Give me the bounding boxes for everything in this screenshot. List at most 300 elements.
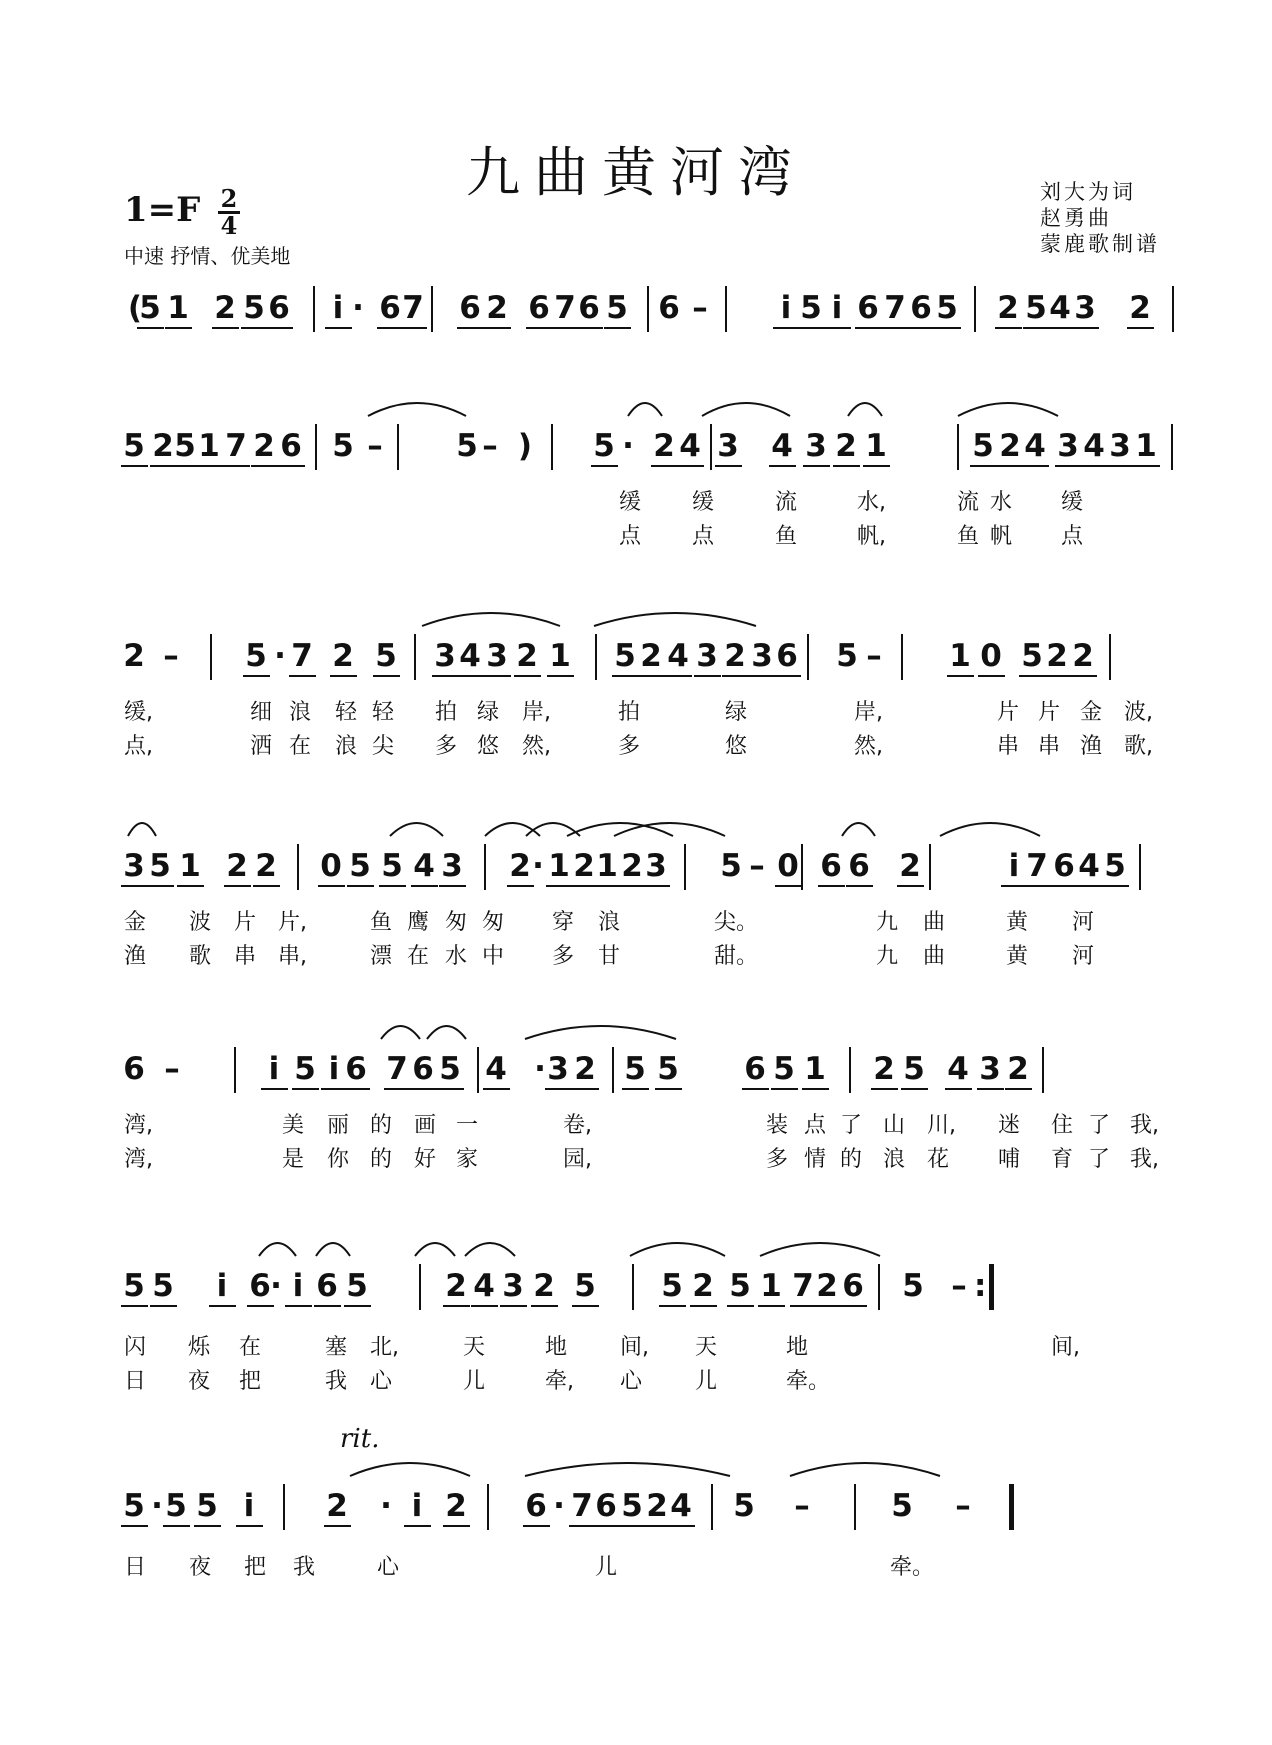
score-note: 5 xyxy=(936,290,958,326)
score-note: 5 xyxy=(800,290,822,326)
score-note: 2 xyxy=(516,638,538,674)
score-note: 5 xyxy=(243,290,265,326)
score-note: 3 xyxy=(717,428,739,464)
slur-arc xyxy=(848,403,882,416)
lyric-syllable: 歌 xyxy=(189,944,212,969)
lyric-syllable: 曲 xyxy=(923,944,946,969)
slur-arc xyxy=(259,1243,296,1256)
score-note: 5 xyxy=(349,848,371,884)
score-note: 5 xyxy=(165,1488,187,1524)
lyric-syllable: 缓 xyxy=(619,490,642,515)
lyric-syllable: 浪 xyxy=(335,734,358,759)
lyric-syllable: 串, xyxy=(278,944,307,969)
score-note: 5 xyxy=(729,1268,751,1304)
score-note: 3 xyxy=(645,848,667,884)
score-note: 0 xyxy=(980,638,1002,674)
score-note: 5 xyxy=(439,1051,461,1087)
score-note: – xyxy=(794,1488,810,1524)
score-note: 6 xyxy=(857,290,879,326)
lyric-syllable: 在 xyxy=(289,734,312,759)
score-note: 6 xyxy=(268,290,290,326)
lyric-syllable: 我, xyxy=(1130,1113,1159,1138)
slur-arc xyxy=(842,823,875,836)
lyric-syllable: 是 xyxy=(282,1147,305,1172)
score-note: 5 xyxy=(661,1268,683,1304)
score-note: 6 xyxy=(528,290,550,326)
score-note: 6 xyxy=(459,290,481,326)
score-note: 2 xyxy=(332,638,354,674)
lyric-syllable: 家 xyxy=(456,1147,479,1172)
lyric-syllable: 多 xyxy=(552,944,575,969)
score-note: 5 xyxy=(123,1268,145,1304)
lyric-syllable: 流 xyxy=(775,490,798,515)
score-note: · xyxy=(553,1488,565,1524)
score-note: 5 xyxy=(174,428,196,464)
score-note: – xyxy=(692,290,708,326)
lyric-syllable: 悠 xyxy=(725,734,748,759)
lyric-syllable: 儿 xyxy=(595,1555,618,1580)
score-note: – xyxy=(482,428,498,464)
score-note: 5 xyxy=(836,638,858,674)
score-note: 5 xyxy=(903,1051,925,1087)
score-note: 4 xyxy=(771,428,793,464)
score-note: 1 xyxy=(549,638,571,674)
lyric-syllable: 了 xyxy=(840,1113,863,1138)
score-note: · xyxy=(532,848,544,884)
lyric-syllable: 丽 xyxy=(327,1113,350,1138)
score-note: 2 xyxy=(873,1051,895,1087)
score-note: 5 xyxy=(733,1488,755,1524)
score-note: · xyxy=(622,428,634,464)
lyric-syllable: 了 xyxy=(1088,1147,1111,1172)
lyric-syllable: 情 xyxy=(804,1147,827,1172)
lyric-syllable: 夜 xyxy=(188,1369,211,1394)
lyric-syllable: 牵, xyxy=(545,1369,574,1394)
lyric-syllable: 九 xyxy=(876,944,899,969)
score-note: 7 xyxy=(554,290,576,326)
score-note: 0 xyxy=(320,848,342,884)
score-note: 6 xyxy=(525,1488,547,1524)
lyric-syllable: 多 xyxy=(766,1147,789,1172)
score-note: 3 xyxy=(434,638,456,674)
score-note: 1 xyxy=(198,428,220,464)
score-note: 4 xyxy=(1049,290,1071,326)
slur-arc xyxy=(630,1243,725,1256)
lyric-syllable: 装 xyxy=(766,1113,789,1138)
lyric-syllable: 把 xyxy=(239,1369,262,1394)
lyric-syllable: 浪 xyxy=(598,910,621,935)
score-note: i xyxy=(831,290,843,326)
lyric-syllable: 地 xyxy=(545,1335,568,1360)
lyric-syllable: 九 xyxy=(876,910,899,935)
time-signature-top: 2 xyxy=(220,184,238,213)
score-note: 1 xyxy=(949,638,971,674)
score-note: 6 xyxy=(1053,848,1075,884)
score-note: 2 xyxy=(253,428,275,464)
score-note: 5 xyxy=(614,638,636,674)
score-note: 5 xyxy=(1104,848,1126,884)
score-note: 6 xyxy=(345,1051,367,1087)
score-note: · xyxy=(380,1488,392,1524)
lyric-syllable: 花 xyxy=(927,1147,950,1172)
slur-arc xyxy=(390,823,443,836)
lyric-syllable: 我 xyxy=(325,1369,348,1394)
score-note: 2 xyxy=(445,1488,467,1524)
lyric-syllable: 烁 xyxy=(188,1335,211,1360)
lyric-syllable: 日 xyxy=(124,1369,147,1394)
lyric-syllable: 点 xyxy=(692,524,715,549)
score-note: 4 xyxy=(667,638,689,674)
lyric-syllable: 片 xyxy=(997,700,1020,725)
score-note: 4 xyxy=(679,428,701,464)
score-note: · xyxy=(270,1268,282,1304)
score-note: 6 xyxy=(412,1051,434,1087)
slur-arc xyxy=(128,823,156,836)
score-note: 6 xyxy=(842,1268,864,1304)
lyric-syllable: 黄 xyxy=(1006,944,1029,969)
score-note: 3 xyxy=(696,638,718,674)
lyric-syllable: 好 xyxy=(414,1147,437,1172)
score-note: 6 xyxy=(776,638,798,674)
score-note: 5 xyxy=(972,428,994,464)
score-note: 1 xyxy=(1135,428,1157,464)
score-note: 5 xyxy=(773,1051,795,1087)
score-note: 6 xyxy=(658,290,680,326)
lyric-syllable: 片 xyxy=(234,910,257,935)
lyric-syllable: 尖 xyxy=(372,734,395,759)
score-note: 4 xyxy=(1083,428,1105,464)
score-note: – xyxy=(367,428,383,464)
lyric-syllable: 波, xyxy=(1124,700,1153,725)
lyric-syllable: 的 xyxy=(840,1147,863,1172)
score-note: 3 xyxy=(1109,428,1131,464)
composer-credit: 赵勇曲 xyxy=(1040,206,1112,230)
score-note: 2 xyxy=(152,428,174,464)
lyric-syllable: 金 xyxy=(124,910,147,935)
score-note: 2 xyxy=(621,848,643,884)
lyric-syllable: 卷, xyxy=(563,1113,592,1138)
score-note: · xyxy=(534,1051,546,1087)
score-note: 2 xyxy=(646,1488,668,1524)
slur-arc xyxy=(790,1463,940,1476)
lyric-syllable: 多 xyxy=(618,734,641,759)
lyric-syllable: 天 xyxy=(695,1335,718,1360)
score-note: 2 xyxy=(226,848,248,884)
score-note: 4 xyxy=(473,1268,495,1304)
slur-arc xyxy=(381,1026,420,1039)
lyric-syllable: 儿 xyxy=(463,1369,486,1394)
lyric-syllable: 河 xyxy=(1072,910,1095,935)
lyric-syllable: 岸, xyxy=(522,700,551,725)
lyric-syllable: 然, xyxy=(522,734,551,759)
score-note: 7 xyxy=(291,638,313,674)
score-note: 2 xyxy=(997,290,1019,326)
score-note: 3 xyxy=(502,1268,524,1304)
lyric-syllable: 缓 xyxy=(1061,490,1084,515)
score-note: 2 xyxy=(999,428,1021,464)
lyric-syllable: 心 xyxy=(370,1369,393,1394)
score-note: 4 xyxy=(670,1488,692,1524)
score-note: 6 xyxy=(578,290,600,326)
score-note: 4 xyxy=(485,1051,507,1087)
lyric-syllable: 鱼 xyxy=(775,524,798,549)
lyric-syllable: 匆 xyxy=(482,910,505,935)
lyric-syllable: 流 xyxy=(957,490,980,515)
slur-arc xyxy=(415,1243,455,1256)
lyric-syllable: 悠 xyxy=(477,734,500,759)
lyric-syllable: 儿 xyxy=(695,1369,718,1394)
score-note: 6 xyxy=(123,1051,145,1087)
lyric-syllable: 歌, xyxy=(1124,734,1153,759)
lyric-syllable: 鱼 xyxy=(370,910,393,935)
score-note: – xyxy=(951,1268,967,1304)
score-note: 2 xyxy=(640,638,662,674)
song-title: 九曲黄河湾 xyxy=(466,141,806,204)
score-note: i xyxy=(292,1268,304,1304)
lyric-syllable: 塞 xyxy=(325,1335,348,1360)
score-note: 5 xyxy=(294,1051,316,1087)
lyric-syllable: 水 xyxy=(990,490,1013,515)
lyric-syllable: 渔 xyxy=(1080,734,1103,759)
lyric-syllable: 波 xyxy=(189,910,212,935)
score-note: 6 xyxy=(910,290,932,326)
score-note: 1 xyxy=(596,848,618,884)
score-note: 5 xyxy=(381,848,403,884)
score-note: 6 xyxy=(595,1488,617,1524)
slur-arc xyxy=(525,1026,676,1039)
score-note: 4 xyxy=(947,1051,969,1087)
slur-arc xyxy=(465,1243,515,1256)
lyric-syllable: 点 xyxy=(1061,524,1084,549)
score-note: 6 xyxy=(280,428,302,464)
slur-arc xyxy=(485,823,540,836)
lyric-syllable: 地 xyxy=(786,1335,809,1360)
score-note: 1 xyxy=(167,290,189,326)
lyric-syllable: 湾, xyxy=(124,1147,153,1172)
score-note: 1 xyxy=(179,848,201,884)
score-note: 2 xyxy=(692,1268,714,1304)
lyric-syllable: 浪 xyxy=(883,1147,906,1172)
score-note: 2 xyxy=(574,1051,596,1087)
lyric-syllable: 在 xyxy=(407,944,430,969)
score-note: i xyxy=(268,1051,280,1087)
score-note: 3 xyxy=(547,1051,569,1087)
score-note: 7 xyxy=(402,290,424,326)
lyric-syllable: 缓 xyxy=(692,490,715,515)
slur-arc xyxy=(594,613,756,626)
lyric-syllable: 北, xyxy=(370,1335,399,1360)
score-note: 3 xyxy=(751,638,773,674)
score-note: 2 xyxy=(1007,1051,1029,1087)
lyric-syllable: 拍 xyxy=(618,700,641,725)
slur-arc xyxy=(350,1463,470,1476)
slur-arc xyxy=(940,823,1040,836)
time-signature-bottom: 4 xyxy=(220,211,238,240)
score-note: 5 xyxy=(139,290,161,326)
score-note: 7 xyxy=(884,290,906,326)
lyric-syllable: 黄 xyxy=(1006,910,1029,935)
lyric-syllable: 点, xyxy=(124,734,153,759)
lyric-syllable: 鹰 xyxy=(407,910,430,935)
lyric-syllable: 我 xyxy=(293,1555,316,1580)
score-note: 6 xyxy=(249,1268,271,1304)
score-note: 5 xyxy=(149,848,171,884)
score-note: · xyxy=(274,638,286,674)
score-note: i xyxy=(1008,848,1020,884)
score-note: 6 xyxy=(744,1051,766,1087)
lyric-syllable: 穿 xyxy=(552,910,575,935)
score-note: 5 xyxy=(1021,638,1043,674)
lyric-syllable: 金 xyxy=(1080,700,1103,725)
lyric-syllable: 美 xyxy=(282,1113,305,1138)
slur-arc xyxy=(760,1243,880,1256)
lyric-syllable: 绿 xyxy=(477,700,500,725)
lyric-syllable: 心 xyxy=(620,1369,643,1394)
score-note: 2 xyxy=(899,848,921,884)
lyric-syllable: 你 xyxy=(327,1147,350,1172)
lyric-syllable: 湾, xyxy=(124,1113,153,1138)
slur-arc xyxy=(702,403,790,416)
slur-arc xyxy=(958,403,1058,416)
lyric-syllable: 片, xyxy=(278,910,307,935)
score-note: 2 xyxy=(1046,638,1068,674)
score-note: 7 xyxy=(225,428,247,464)
score-note: 5 xyxy=(657,1051,679,1087)
lyric-syllable: 牵。 xyxy=(786,1369,831,1394)
score-note: 5 xyxy=(574,1268,596,1304)
lyric-syllable: 间, xyxy=(620,1335,649,1360)
lyric-syllable: 串 xyxy=(997,734,1020,759)
score-note: 7 xyxy=(386,1051,408,1087)
score-note: · xyxy=(352,290,364,326)
score-note: 5 xyxy=(375,638,397,674)
lyric-syllable: 细 xyxy=(250,700,273,725)
lyric-syllable: 山 xyxy=(883,1113,906,1138)
repeat-dots: : xyxy=(974,1268,987,1304)
score-note: 3 xyxy=(1074,290,1096,326)
lyric-syllable: 点 xyxy=(619,524,642,549)
lyric-syllable: 日 xyxy=(124,1555,147,1580)
lyric-syllable: 帆, xyxy=(857,524,886,549)
score-note: 5 xyxy=(456,428,478,464)
score-note: – xyxy=(955,1488,971,1524)
score-note: 4 xyxy=(1078,848,1100,884)
lyric-syllable: 我, xyxy=(1130,1147,1159,1172)
lyric-syllable: 水, xyxy=(857,490,886,515)
lyric-syllable: 匆 xyxy=(445,910,468,935)
score-note: 3 xyxy=(1057,428,1079,464)
lyric-syllable: 迷 xyxy=(998,1113,1021,1138)
lyric-syllable: 的 xyxy=(370,1113,393,1138)
slur-arc xyxy=(422,613,560,626)
lyric-syllable: 尖。 xyxy=(714,910,759,935)
lyric-syllable: 夜 xyxy=(189,1555,212,1580)
score-note: 2 xyxy=(214,290,236,326)
lyric-syllable: 牵。 xyxy=(890,1555,935,1580)
lyric-syllable: 串 xyxy=(1038,734,1061,759)
score-note: 5 xyxy=(902,1268,924,1304)
score-note: 1 xyxy=(760,1268,782,1304)
rit-marking: rit. xyxy=(340,1424,380,1454)
score-note: 3 xyxy=(979,1051,1001,1087)
score-note: 5 xyxy=(621,1488,643,1524)
tempo-marking: 中速 抒情、优美地 xyxy=(124,244,291,268)
lyric-syllable: 拍 xyxy=(435,700,458,725)
score-note: 4 xyxy=(1024,428,1046,464)
slur-arc xyxy=(316,1243,350,1256)
lyric-syllable: 闪 xyxy=(124,1335,147,1360)
lyric-syllable: 洒 xyxy=(250,734,273,759)
score-note: 2 xyxy=(816,1268,838,1304)
score-note: i xyxy=(216,1268,228,1304)
lyric-syllable: 住 xyxy=(1051,1113,1074,1138)
lyric-syllable: 漂 xyxy=(370,944,393,969)
lyric-syllable: 串 xyxy=(234,944,257,969)
lyric-syllable: 中 xyxy=(482,944,505,969)
lyric-syllable: 了 xyxy=(1088,1113,1111,1138)
score-note: 5 xyxy=(891,1488,913,1524)
lyric-syllable: 多 xyxy=(435,734,458,759)
score-note: 2 xyxy=(724,638,746,674)
lyric-syllable: 天 xyxy=(463,1335,486,1360)
score-note: 2 xyxy=(255,848,277,884)
score-note: 3 xyxy=(441,848,463,884)
score-note: 2 xyxy=(1072,638,1094,674)
score-note: 4 xyxy=(413,848,435,884)
score-note: 6 xyxy=(379,290,401,326)
score-note: ) xyxy=(517,428,533,464)
lyric-syllable: 育 xyxy=(1051,1147,1074,1172)
score-note: · xyxy=(151,1488,163,1524)
score-note: 2 xyxy=(835,428,857,464)
arranger-credit: 蒙鹿歌制谱 xyxy=(1040,232,1160,256)
lyric-syllable: 水 xyxy=(445,944,468,969)
score-note: i xyxy=(243,1488,255,1524)
score-note: – xyxy=(749,848,765,884)
lyric-syllable: 园, xyxy=(563,1147,592,1172)
score-note: 1 xyxy=(548,848,570,884)
slur-arc xyxy=(427,1026,466,1039)
lyric-syllable: 岸, xyxy=(854,700,883,725)
score-note: 2 xyxy=(486,290,508,326)
score-note: 2 xyxy=(123,638,145,674)
score-note: 3 xyxy=(486,638,508,674)
score-note: 1 xyxy=(804,1051,826,1087)
score-note: 2 xyxy=(1129,290,1151,326)
lyric-syllable: 的 xyxy=(370,1147,393,1172)
lyric-syllable: 轻 xyxy=(372,700,395,725)
score-note: 7 xyxy=(792,1268,814,1304)
score-note: 5 xyxy=(123,428,145,464)
score-note: – xyxy=(164,1051,180,1087)
lyric-syllable: 哺 xyxy=(998,1147,1021,1172)
slur-arc xyxy=(525,1463,730,1476)
lyric-syllable: 间, xyxy=(1051,1335,1080,1360)
score-note: 4 xyxy=(459,638,481,674)
score-note: i xyxy=(411,1488,423,1524)
lyric-syllable: 然, xyxy=(854,734,883,759)
score-note: 5 xyxy=(720,848,742,884)
score-note: 5 xyxy=(624,1051,646,1087)
score-note: 7 xyxy=(1026,848,1048,884)
score-note: 5 xyxy=(346,1268,368,1304)
key-signature: 1=F xyxy=(124,190,201,230)
slur-arc xyxy=(628,403,662,416)
score-note: 2 xyxy=(573,848,595,884)
lyricist-credit: 刘大为词 xyxy=(1040,180,1136,204)
lyric-syllable: 在 xyxy=(239,1335,262,1360)
score-note: 5 xyxy=(606,290,628,326)
